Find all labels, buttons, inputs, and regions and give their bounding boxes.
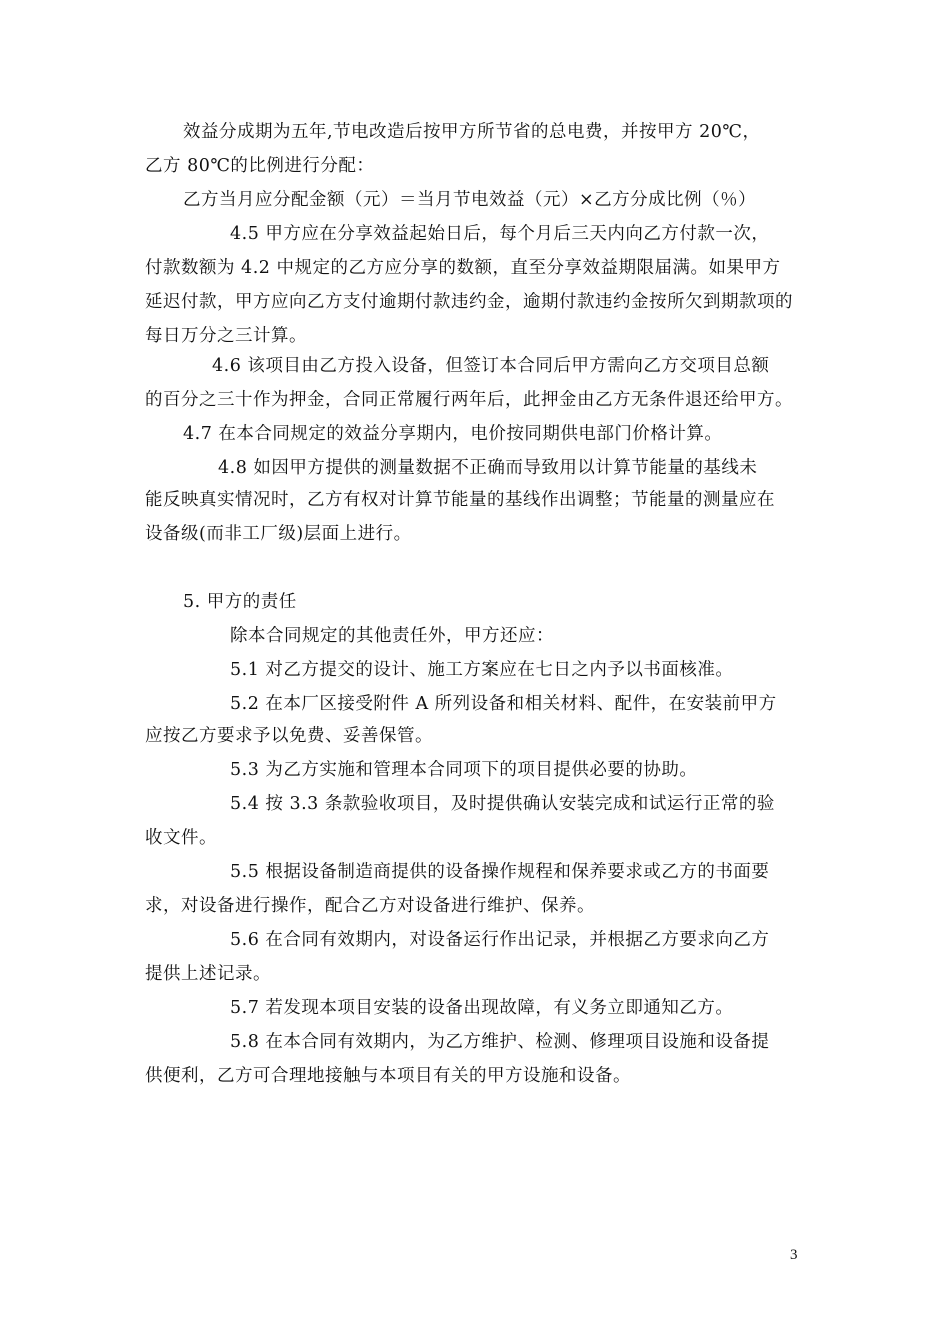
section-heading: 5. 甲方的责任 — [183, 592, 297, 612]
text-line: 能反映真实情况时，乙方有权对计算节能量的基线作出调整；节能量的测量应在 — [145, 490, 775, 510]
text-line: 设备级(而非工厂级)层面上进行。 — [145, 524, 412, 544]
text-line: 每日万分之三计算。 — [145, 326, 307, 346]
text-line: 的百分之三十作为押金，合同正常履行两年后，此押金由乙方无条件退还给甲方。 — [145, 390, 793, 410]
text-line: 5.5 根据设备制造商提供的设备操作规程和保养要求或乙方的书面要 — [230, 862, 770, 882]
text-line: 除本合同规定的其他责任外，甲方还应： — [230, 626, 554, 646]
text-line: 5.6 在合同有效期内，对设备运行作出记录，并根据乙方要求向乙方 — [230, 930, 770, 950]
text-line: 4.8 如因甲方提供的测量数据不正确而导致用以计算节能量的基线未 — [218, 458, 758, 478]
text-line: 5.7 若发现本项目安装的设备出现故障，有义务立即通知乙方。 — [230, 998, 734, 1018]
text-line: 4.6 该项目由乙方投入设备，但签订本合同后甲方需向乙方交项目总额 — [212, 356, 770, 376]
text-line: 4.7 在本合同规定的效益分享期内，电价按同期供电部门价格计算。 — [183, 424, 723, 444]
text-line: 5.3 为乙方实施和管理本合同项下的项目提供必要的协助。 — [230, 760, 698, 780]
text-line: 5.2 在本厂区接受附件 A 所列设备和相关材料、配件，在安装前甲方 — [230, 694, 777, 714]
text-line: 供便利，乙方可合理地接触与本项目有关的甲方设施和设备。 — [145, 1066, 631, 1086]
text-line: 延迟付款，甲方应向乙方支付逾期付款违约金，逾期付款违约金按所欠到期款项的 — [145, 292, 793, 312]
text-line: 求，对设备进行操作，配合乙方对设备进行维护、保养。 — [145, 896, 595, 916]
text-line: 5.4 按 3.3 条款验收项目，及时提供确认安装完成和试运行正常的验 — [230, 794, 775, 814]
text-line: 乙方当月应分配金额（元）＝当月节电效益（元）×乙方分成比例（％） — [183, 190, 757, 210]
text-line: 5.1 对乙方提交的设计、施工方案应在七日之内予以书面核准。 — [230, 660, 734, 680]
text-line: 4.5 甲方应在分享效益起始日后，每个月后三天内向乙方付款一次， — [230, 224, 770, 244]
text-line: 提供上述记录。 — [145, 964, 271, 984]
page-number: 3 — [790, 1247, 798, 1263]
text-line: 付款数额为 4.2 中规定的乙方应分享的数额，直至分享效益期限届满。如果甲方 — [145, 258, 781, 278]
text-line: 收文件。 — [145, 828, 217, 848]
text-line: 5.8 在本合同有效期内，为乙方维护、检测、修理项目设施和设备提 — [230, 1032, 770, 1052]
text-line: 效益分成期为五年,节电改造后按甲方所节省的总电费，并按甲方 20℃， — [183, 122, 761, 142]
text-line: 应按乙方要求予以免费、妥善保管。 — [145, 726, 433, 746]
text-line: 乙方 80℃的比例进行分配： — [145, 156, 375, 176]
